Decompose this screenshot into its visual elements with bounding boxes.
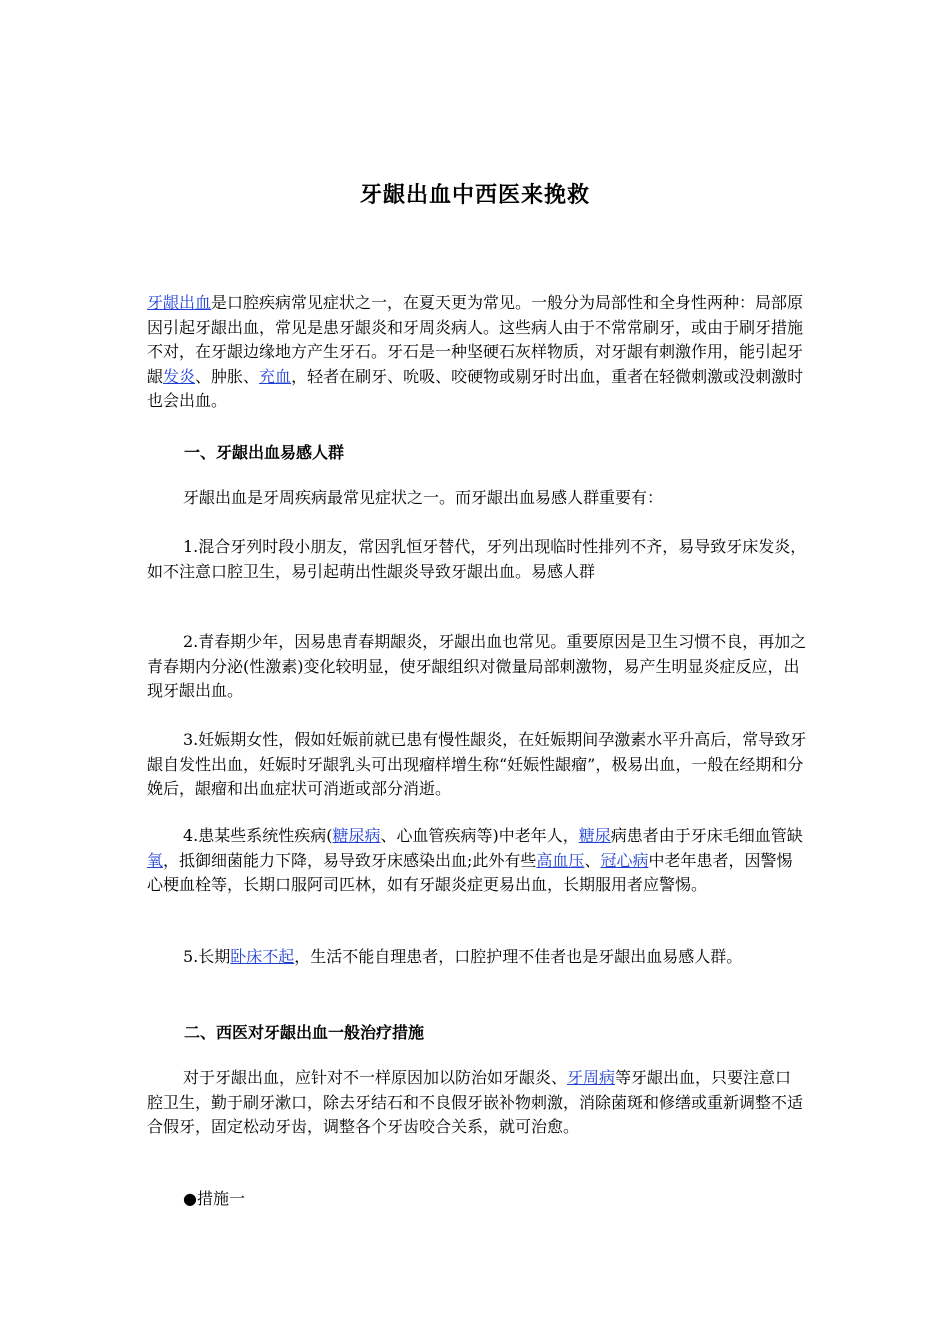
list-item-3 xyxy=(147,728,807,802)
intro-text-2: 、肿胀、 xyxy=(195,366,260,386)
bullet-measure-1 xyxy=(147,1187,807,1212)
item4-text-5: 、 xyxy=(584,850,601,870)
intro-paragraph xyxy=(147,291,807,414)
link-diabetes[interactable]: 糖尿病 xyxy=(332,826,381,845)
item4-text-2: 、心血管疾病等)中老年人， xyxy=(380,826,579,845)
page-title: 牙龈出血中西医来挽救 xyxy=(359,183,590,208)
item4-text-6: 中老年患者，因警惕心梗血栓等，长期口服阿司匹林，如有牙龈炎症更易出血，长期服用者应警惕。 xyxy=(147,850,793,894)
section2-text-2: 等牙龈出血，只要注意口腔卫生，勤于刷牙漱口，除去牙结石和不良假牙嵌补物刺激，消除菌斑和修缮或重新调整不适合假牙，固定松动牙齿，调整各个牙齿咬合关系，就可治愈。 xyxy=(147,1068,804,1136)
section2-paragraph xyxy=(147,1066,807,1140)
item5-text-2: ，生活不能自理患者，口腔护理不佳者也是牙龈出血易感人群。 xyxy=(294,947,743,966)
list-item-3-text: 3.妊娠期女性，假如妊娠前就已患有慢性龈炎，在妊娠期间孕激素水平升高后，常导致牙龈自发性出血，妊娠时牙龈乳头可出现瘤样增生称“妊娠性龈瘤”，极易出血，一般在经期和分娩后，龈瘤和出血症状可消逝或部分消逝。 xyxy=(147,730,807,798)
link-hypertension[interactable]: 高血压 xyxy=(536,850,585,870)
item4-text-4: ，抵御细菌能力下降，易导致牙床感染出血;此外有些 xyxy=(163,850,537,870)
list-item-2 xyxy=(147,630,807,704)
list-item-5 xyxy=(147,945,807,970)
section2-text-1: 对于牙龈出血，应针对不一样原因加以防治如牙龈炎、 xyxy=(183,1068,568,1087)
item4-text-1: 4.患某些系统性疾病( xyxy=(183,826,333,845)
link-gum-bleeding[interactable]: 牙龈出血 xyxy=(147,293,212,312)
intro-text-1: 是口腔疾病常见症状之一，在夏天更为常见。一般分为局部性和全身性两种：局部原因引起牙龈出血，常见是患牙龈炎和牙周炎病人。这些病人由于不常常刷牙，或由于刷牙措施不对，在牙龈边缘地方产生牙石。牙石是一种坚硬石灰样物质，对牙龈有刺激作用，能引起牙龈 xyxy=(147,293,804,386)
link-diabetes-short[interactable]: 糖尿 xyxy=(578,826,611,845)
list-item-1 xyxy=(147,535,807,584)
item5-text-1: 5.长期 xyxy=(183,947,231,966)
list-item-4 xyxy=(147,824,807,898)
list-item-1-text: 1.混合牙列时段小朋友，常因乳恒牙替代，牙列出现临时性排列不齐，易导致牙床发炎，如不注意口腔卫生，易引起萌出性龈炎导致牙龈出血。易感人群 xyxy=(147,537,807,581)
link-bedridden[interactable]: 卧床不起 xyxy=(230,947,295,966)
link-oxygen[interactable]: 氧 xyxy=(147,850,164,870)
link-coronary[interactable]: 冠心病 xyxy=(600,850,649,870)
section1-lead xyxy=(147,486,807,511)
bullet-measure-1-text: ●措施一 xyxy=(183,1189,245,1208)
intro-text-3: ，轻者在刷牙、吮吸、咬硬物或剔牙时出血，重者在轻微刺激或没刺激时也会出血。 xyxy=(147,366,804,410)
link-congestion[interactable]: 充血 xyxy=(259,366,292,386)
link-periodontal[interactable]: 牙周病 xyxy=(567,1068,616,1087)
link-inflammation[interactable]: 发炎 xyxy=(163,366,196,386)
item4-text-3: 病患者由于牙床毛细血管缺 xyxy=(610,826,803,845)
list-item-2-text: 2.青春期少年，因易患青春期龈炎，牙龈出血也常见。重要原因是卫生习惯不良，再加之青春期内分泌(性激素)变化较明显，使牙龈组织对微量局部刺激物，易产生明显炎症反应，出现牙龈出血。 xyxy=(147,632,807,700)
section2-heading: 二、西医对牙龈出血一般治疗措施 xyxy=(184,1023,425,1042)
section1-lead-text: 牙龈出血是牙周疾病最常见症状之一。而牙龈出血易感人群重要有： xyxy=(183,488,664,507)
section1-heading: 一、牙龈出血易感人群 xyxy=(184,443,345,462)
